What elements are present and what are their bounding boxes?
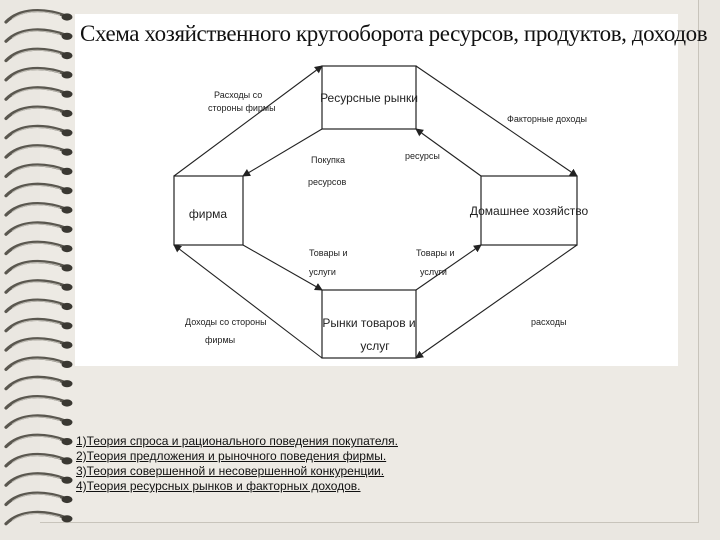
- resource-purchase-label-2: ресурсов: [308, 177, 347, 187]
- spiral-coil: [6, 204, 73, 215]
- flow-line: [243, 129, 322, 176]
- diagram-figure: [75, 14, 708, 366]
- topic-item: 2)Теория предложения и рыночного поведения фирмы.: [76, 449, 387, 463]
- spiral-coil: [6, 30, 73, 41]
- firm-income-label-2: фирмы: [205, 335, 236, 345]
- goods-markets-label-2: услуг: [360, 339, 390, 353]
- topic-item: 4)Теория ресурсных рынков и факторных доходов.: [76, 479, 361, 493]
- firm-label: фирма: [188, 207, 228, 221]
- flow-line: [416, 245, 577, 358]
- flow-line: [174, 66, 322, 176]
- diagram-title: Схема хозяйственного кругооборота ресурсов, продуктов, доходов: [80, 21, 708, 46]
- household-label: Домашнее хозяйство: [469, 204, 589, 218]
- spiral-coil: [6, 223, 73, 234]
- spiral-coil: [6, 319, 73, 330]
- goods-left-label-2: услуги: [309, 267, 336, 277]
- spiral-coil: [6, 377, 73, 388]
- goods-left-label: Товары и: [309, 248, 348, 258]
- topics-list: [76, 434, 496, 494]
- spiral-coil: [6, 339, 73, 350]
- spiral-coil: [6, 300, 73, 311]
- spiral-coil: [6, 49, 73, 60]
- spiral-coil: [6, 435, 73, 446]
- firm-income-label: Доходы со стороны: [185, 317, 267, 327]
- spiral-coil: [6, 88, 73, 99]
- goods-right-label: Товары и: [416, 248, 455, 258]
- resource-markets-label: Ресурсные рынки: [320, 91, 418, 105]
- spiral-coil: [6, 474, 73, 485]
- flow-line: [174, 245, 322, 358]
- spiral-coil: [6, 242, 73, 253]
- spiral-coil: [6, 11, 73, 22]
- resource-purchase-label: Покупка: [311, 155, 346, 165]
- firm-expenses-label-2: стороны фирмы: [208, 103, 276, 113]
- spiral-coil: [6, 493, 73, 504]
- topic-item: 1)Теория спроса и рационального поведения покупателя.: [76, 434, 398, 448]
- spiral-coil: [6, 454, 73, 465]
- spiral-coil: [6, 165, 73, 176]
- circular-flow-diagram: [75, 14, 708, 366]
- topic-item: 3)Теория совершенной и несовершенной конкуренции.: [76, 464, 385, 478]
- spiral-coil: [6, 126, 73, 137]
- spiral-coil: [6, 146, 73, 157]
- spiral-binding: [0, 0, 80, 540]
- spiral-coil: [6, 512, 73, 523]
- firm-expenses-label: Расходы со: [214, 90, 263, 100]
- spiral-coil: [6, 261, 73, 272]
- spiral-coil: [6, 107, 73, 118]
- spiral-coil: [6, 281, 73, 292]
- spiral-coil: [6, 397, 73, 408]
- resources-label: ресурсы: [405, 151, 440, 161]
- spiral-coil: [6, 416, 73, 427]
- spiral-coil: [6, 68, 73, 79]
- factor-income-label: Факторные доходы: [507, 114, 587, 124]
- spiral-coil: [6, 184, 73, 195]
- goods-markets-label: Рынки товаров и: [322, 316, 416, 330]
- goods-right-label-2: услуги: [420, 267, 447, 277]
- spiral-coil: [6, 358, 73, 369]
- expenses-label: расходы: [531, 317, 567, 327]
